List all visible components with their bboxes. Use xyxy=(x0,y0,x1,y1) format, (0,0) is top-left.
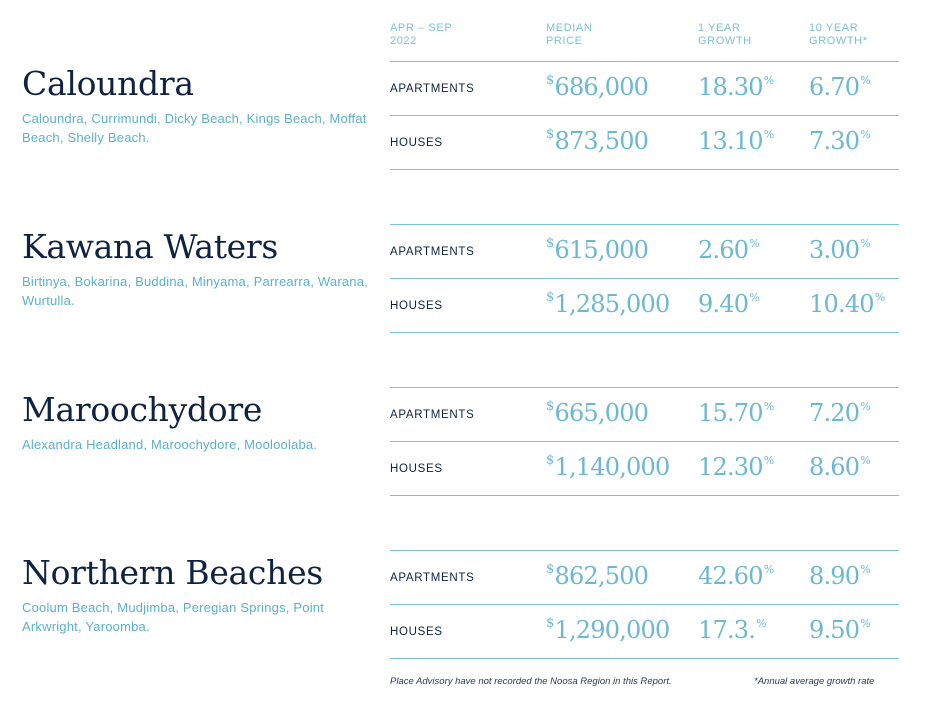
one-year-growth-value: 9.40 xyxy=(698,290,749,318)
ten-year-growth-value: 8.90 xyxy=(809,562,860,590)
property-type: HOUSES xyxy=(390,463,443,475)
currency-symbol: $ xyxy=(546,616,554,631)
currency-symbol: $ xyxy=(546,562,554,577)
ten-year-growth-value: 9.50 xyxy=(809,616,860,644)
header-ten-year-line2: GROWTH* xyxy=(809,35,868,47)
property-type: HOUSES xyxy=(390,626,443,638)
currency-symbol: $ xyxy=(546,290,554,305)
region-suburbs: Alexandra Headland, Maroochydore, Mooloolaba. xyxy=(22,437,318,452)
median-price xyxy=(546,290,669,318)
header-one-year-line1: 1 YEAR xyxy=(698,22,741,34)
percent-symbol: % xyxy=(860,128,870,141)
ten-year-growth xyxy=(809,236,870,264)
property-type: APARTMENTS xyxy=(390,246,475,258)
table-rule xyxy=(390,169,899,170)
median-price-value: 1,140,000 xyxy=(554,453,670,481)
currency-symbol: $ xyxy=(546,127,554,142)
currency-symbol: $ xyxy=(546,453,554,468)
percent-symbol: % xyxy=(860,563,870,576)
footer-note: Place Advisory have not recorded the Noosa Region in this Report. xyxy=(390,676,672,687)
one-year-growth xyxy=(698,453,773,481)
median-price xyxy=(546,616,669,644)
ten-year-growth-value: 8.60 xyxy=(809,453,860,481)
percent-symbol: % xyxy=(860,454,870,467)
header-period-line2: 2022 xyxy=(390,35,417,47)
median-price-value: 686,000 xyxy=(554,73,649,101)
footer-asterisk-note: *Annual average growth rate xyxy=(754,676,875,687)
one-year-growth xyxy=(698,399,773,427)
percent-symbol: % xyxy=(749,237,759,250)
region-suburbs: Caloundra, Currimundi, Dicky Beach, Kings Beach, Moffat Beach, Shelly Beach. xyxy=(22,111,367,145)
median-price-value: 615,000 xyxy=(554,236,649,264)
table-rule xyxy=(390,332,899,333)
table-row xyxy=(0,116,927,170)
median-price xyxy=(546,127,648,155)
region-name: Northern Beaches xyxy=(22,553,323,592)
currency-symbol: $ xyxy=(546,399,554,414)
one-year-growth xyxy=(698,73,773,101)
header-period-line1: APR – SEP xyxy=(390,22,453,34)
header-period xyxy=(390,22,452,48)
one-year-growth-value: 42.60 xyxy=(698,562,763,590)
median-price-value: 1,285,000 xyxy=(554,290,670,318)
table-rule xyxy=(390,495,899,496)
ten-year-growth-value: 3.00 xyxy=(809,236,860,264)
header-ten-year-line1: 10 YEAR xyxy=(809,22,859,34)
ten-year-growth xyxy=(809,73,870,101)
ten-year-growth xyxy=(809,290,884,318)
median-price-value: 665,000 xyxy=(554,399,649,427)
table-row xyxy=(0,62,927,116)
table-row xyxy=(0,442,927,496)
percent-symbol: % xyxy=(756,617,766,630)
header-median-line2: PRICE xyxy=(546,35,583,47)
median-price xyxy=(546,73,648,101)
percent-symbol: % xyxy=(860,74,870,87)
property-type: HOUSES xyxy=(390,300,443,312)
percent-symbol: % xyxy=(860,617,870,630)
percent-symbol: % xyxy=(874,291,885,304)
percent-symbol: % xyxy=(763,128,774,141)
currency-symbol: $ xyxy=(546,236,554,251)
ten-year-growth-value: 7.20 xyxy=(809,399,860,427)
region-name: Caloundra xyxy=(22,64,194,103)
table-row xyxy=(0,388,927,442)
one-year-growth-value: 17.3. xyxy=(698,616,756,644)
ten-year-growth xyxy=(809,127,870,155)
one-year-growth-value: 13.10 xyxy=(698,127,763,155)
one-year-growth xyxy=(698,127,773,155)
ten-year-growth-value: 10.40 xyxy=(809,290,874,318)
table-row xyxy=(0,551,927,605)
one-year-growth xyxy=(698,616,766,644)
median-price-value: 862,500 xyxy=(554,562,649,590)
percent-symbol: % xyxy=(763,563,774,576)
median-price xyxy=(546,236,648,264)
property-type: APARTMENTS xyxy=(390,409,475,421)
median-price xyxy=(546,562,648,590)
header-one-year-growth xyxy=(698,22,752,48)
one-year-growth xyxy=(698,236,759,264)
region-suburbs: Birtinya, Bokarina, Buddina, Minyama, Parrearra, Warana, Wurtulla. xyxy=(22,274,368,308)
header-median-line1: MEDIAN xyxy=(546,22,593,34)
ten-year-growth xyxy=(809,399,870,427)
property-type: APARTMENTS xyxy=(390,83,475,95)
region-suburbs: Coolum Beach, Mudjimba, Peregian Springs, Point Arkwright, Yaroomba. xyxy=(22,600,325,634)
ten-year-growth xyxy=(809,453,870,481)
region-name: Kawana Waters xyxy=(22,227,278,266)
table-row xyxy=(0,279,927,333)
one-year-growth-value: 12.30 xyxy=(698,453,763,481)
median-price xyxy=(546,453,669,481)
ten-year-growth-value: 7.30 xyxy=(809,127,860,155)
percent-symbol: % xyxy=(763,454,774,467)
one-year-growth xyxy=(698,290,759,318)
header-one-year-line2: GROWTH xyxy=(698,35,752,47)
ten-year-growth xyxy=(809,616,870,644)
header-ten-year-growth xyxy=(809,22,868,48)
table-row xyxy=(0,225,927,279)
percent-symbol: % xyxy=(860,400,870,413)
percent-symbol: % xyxy=(749,291,759,304)
percent-symbol: % xyxy=(860,237,870,250)
median-price-value: 873,500 xyxy=(554,127,649,155)
percent-symbol: % xyxy=(763,74,774,87)
ten-year-growth xyxy=(809,562,870,590)
one-year-growth-value: 18.30 xyxy=(698,73,763,101)
currency-symbol: $ xyxy=(546,73,554,88)
table-row xyxy=(0,605,927,659)
median-price-value: 1,290,000 xyxy=(554,616,670,644)
percent-symbol: % xyxy=(763,400,774,413)
property-type: HOUSES xyxy=(390,137,443,149)
one-year-growth-value: 15.70 xyxy=(698,399,763,427)
table-rule xyxy=(390,658,899,659)
one-year-growth-value: 2.60 xyxy=(698,236,749,264)
region-name: Maroochydore xyxy=(22,390,263,429)
one-year-growth xyxy=(698,562,773,590)
header-median-price xyxy=(546,22,592,48)
property-type: APARTMENTS xyxy=(390,572,475,584)
median-price xyxy=(546,399,648,427)
ten-year-growth-value: 6.70 xyxy=(809,73,860,101)
